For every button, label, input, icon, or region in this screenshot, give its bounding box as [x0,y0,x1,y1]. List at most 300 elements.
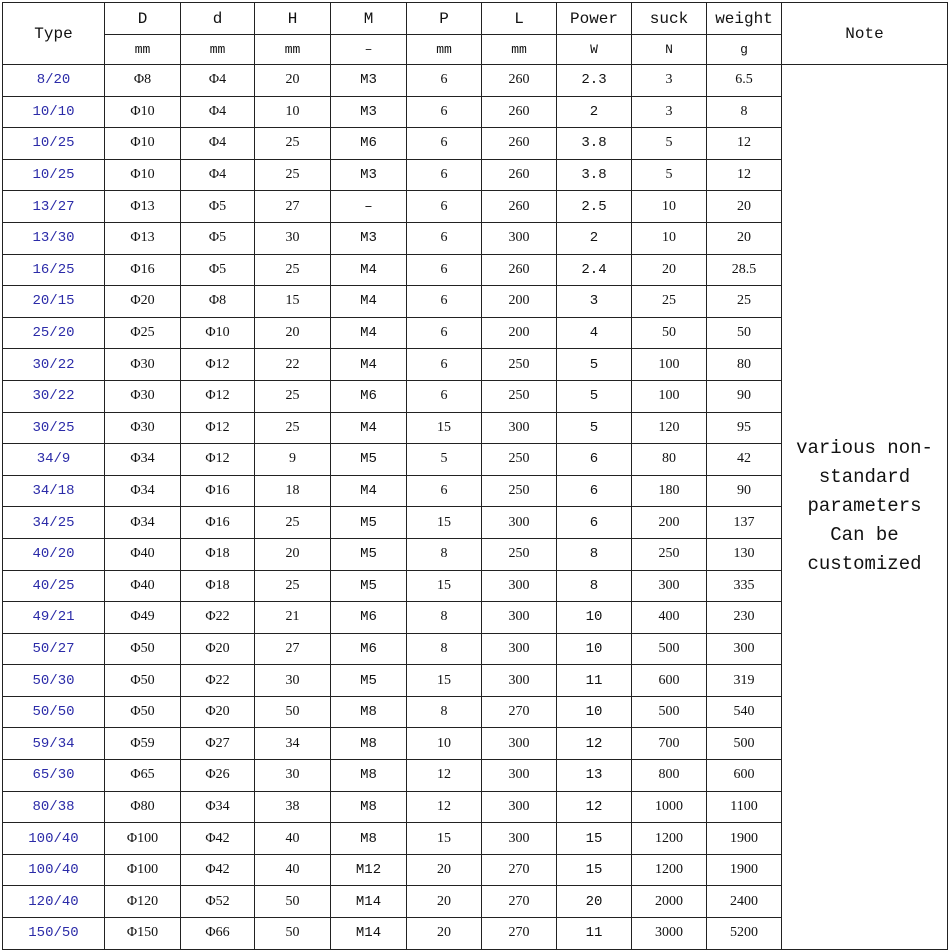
cell-l: 300 [482,633,557,665]
column-header-p: P [407,3,482,35]
cell-type: 25/20 [3,317,105,349]
column-header-h: H [255,3,331,35]
cell-p: 6 [407,128,482,160]
cell-p: 15 [407,570,482,602]
cell-h: 25 [255,128,331,160]
cell-p: 15 [407,412,482,444]
cell-d-outer: Φ50 [105,696,181,728]
cell-m: M6 [331,633,407,665]
cell-m: M3 [331,65,407,97]
cell-h: 34 [255,728,331,760]
cell-p: 6 [407,349,482,381]
cell-power: 10 [557,696,632,728]
unit-d-outer: mm [105,35,181,65]
cell-m: M6 [331,602,407,634]
cell-m: M4 [331,412,407,444]
cell-suck: 5 [632,159,707,191]
cell-h: 25 [255,380,331,412]
cell-weight: 1100 [707,791,782,823]
cell-d-outer: Φ10 [105,128,181,160]
cell-p: 8 [407,696,482,728]
cell-type: 10/25 [3,159,105,191]
cell-m: M5 [331,570,407,602]
cell-suck: 500 [632,696,707,728]
cell-d-inner: Φ16 [181,475,255,507]
cell-m: M4 [331,286,407,318]
cell-d-outer: Φ49 [105,602,181,634]
cell-d-inner: Φ22 [181,665,255,697]
cell-weight: 12 [707,128,782,160]
cell-power: 11 [557,665,632,697]
cell-weight: 137 [707,507,782,539]
cell-weight: 6.5 [707,65,782,97]
cell-d-outer: Φ100 [105,823,181,855]
cell-weight: 300 [707,633,782,665]
cell-d-outer: Φ120 [105,886,181,918]
cell-h: 25 [255,507,331,539]
cell-weight: 335 [707,570,782,602]
cell-m: M8 [331,791,407,823]
cell-power: 2.4 [557,254,632,286]
cell-h: 30 [255,665,331,697]
cell-weight: 80 [707,349,782,381]
cell-l: 200 [482,317,557,349]
cell-d-inner: Φ20 [181,633,255,665]
cell-l: 300 [482,570,557,602]
cell-m: M8 [331,728,407,760]
note-header: Note [782,3,948,65]
cell-suck: 3 [632,96,707,128]
cell-suck: 100 [632,380,707,412]
column-header-d-inner: d [181,3,255,35]
cell-weight: 50 [707,317,782,349]
cell-m: M4 [331,317,407,349]
cell-weight: 5200 [707,918,782,950]
cell-d-outer: Φ16 [105,254,181,286]
cell-l: 300 [482,791,557,823]
cell-p: 12 [407,760,482,792]
cell-d-outer: Φ40 [105,538,181,570]
cell-weight: 90 [707,475,782,507]
cell-d-inner: Φ12 [181,412,255,444]
cell-type: 34/9 [3,444,105,476]
cell-p: 6 [407,475,482,507]
cell-power: 3 [557,286,632,318]
cell-h: 38 [255,791,331,823]
cell-suck: 80 [632,444,707,476]
unit-h: mm [255,35,331,65]
cell-d-outer: Φ30 [105,349,181,381]
cell-weight: 25 [707,286,782,318]
cell-l: 250 [482,380,557,412]
cell-m: M14 [331,886,407,918]
cell-d-outer: Φ30 [105,412,181,444]
cell-d-outer: Φ40 [105,570,181,602]
cell-l: 260 [482,65,557,97]
cell-type: 30/22 [3,349,105,381]
cell-type: 49/21 [3,602,105,634]
cell-d-inner: Φ66 [181,918,255,950]
cell-p: 5 [407,444,482,476]
cell-suck: 50 [632,317,707,349]
cell-power: 5 [557,412,632,444]
cell-power: 6 [557,507,632,539]
cell-p: 6 [407,286,482,318]
cell-power: 5 [557,349,632,381]
cell-type: 30/25 [3,412,105,444]
cell-l: 300 [482,222,557,254]
cell-p: 15 [407,665,482,697]
cell-weight: 540 [707,696,782,728]
cell-weight: 20 [707,222,782,254]
cell-suck: 250 [632,538,707,570]
cell-type: 100/40 [3,854,105,886]
cell-m: – [331,191,407,223]
cell-d-inner: Φ42 [181,823,255,855]
cell-power: 20 [557,886,632,918]
cell-type: 50/27 [3,633,105,665]
cell-h: 50 [255,696,331,728]
cell-h: 15 [255,286,331,318]
cell-p: 8 [407,602,482,634]
cell-p: 8 [407,633,482,665]
cell-power: 2 [557,222,632,254]
column-header-m: M [331,3,407,35]
cell-d-outer: Φ50 [105,665,181,697]
cell-l: 300 [482,507,557,539]
cell-d-inner: Φ52 [181,886,255,918]
cell-type: 100/40 [3,823,105,855]
cell-l: 300 [482,728,557,760]
column-header-power: Power [557,3,632,35]
unit-p: mm [407,35,482,65]
cell-m: M3 [331,159,407,191]
cell-h: 20 [255,65,331,97]
cell-l: 300 [482,412,557,444]
cell-d-inner: Φ12 [181,380,255,412]
cell-p: 6 [407,191,482,223]
cell-m: M8 [331,823,407,855]
column-header-l: L [482,3,557,35]
cell-power: 2.3 [557,65,632,97]
cell-m: M6 [331,128,407,160]
cell-type: 13/30 [3,222,105,254]
cell-suck: 700 [632,728,707,760]
spec-table [2,2,948,950]
cell-power: 6 [557,475,632,507]
cell-h: 30 [255,222,331,254]
cell-power: 12 [557,791,632,823]
cell-type: 59/34 [3,728,105,760]
cell-p: 12 [407,791,482,823]
cell-h: 50 [255,886,331,918]
cell-d-inner: Φ18 [181,538,255,570]
cell-d-inner: Φ42 [181,854,255,886]
cell-type: 50/50 [3,696,105,728]
cell-d-outer: Φ59 [105,728,181,760]
cell-weight: 500 [707,728,782,760]
cell-l: 260 [482,191,557,223]
cell-d-outer: Φ30 [105,380,181,412]
cell-p: 20 [407,886,482,918]
unit-l: mm [482,35,557,65]
cell-l: 270 [482,918,557,950]
cell-d-outer: Φ34 [105,507,181,539]
cell-type: 120/40 [3,886,105,918]
cell-power: 2 [557,96,632,128]
cell-power: 8 [557,570,632,602]
cell-d-inner: Φ4 [181,65,255,97]
cell-d-inner: Φ27 [181,728,255,760]
cell-h: 9 [255,444,331,476]
cell-d-inner: Φ20 [181,696,255,728]
cell-type: 50/30 [3,665,105,697]
cell-h: 10 [255,96,331,128]
cell-m: M8 [331,696,407,728]
cell-l: 300 [482,760,557,792]
cell-suck: 3000 [632,918,707,950]
cell-p: 6 [407,222,482,254]
cell-power: 5 [557,380,632,412]
cell-power: 3.8 [557,159,632,191]
cell-d-inner: Φ4 [181,159,255,191]
cell-l: 200 [482,286,557,318]
cell-d-inner: Φ16 [181,507,255,539]
cell-l: 260 [482,128,557,160]
cell-l: 250 [482,475,557,507]
cell-h: 25 [255,570,331,602]
cell-m: M5 [331,507,407,539]
cell-m: M12 [331,854,407,886]
cell-d-inner: Φ5 [181,222,255,254]
cell-weight: 130 [707,538,782,570]
cell-h: 20 [255,317,331,349]
cell-h: 22 [255,349,331,381]
cell-d-inner: Φ8 [181,286,255,318]
cell-power: 11 [557,918,632,950]
cell-p: 8 [407,538,482,570]
cell-p: 20 [407,918,482,950]
cell-m: M3 [331,222,407,254]
cell-m: M14 [331,918,407,950]
cell-d-outer: Φ50 [105,633,181,665]
spec-table-body [3,65,948,950]
unit-m: – [331,35,407,65]
cell-type: 13/27 [3,191,105,223]
column-header-suck: suck [632,3,707,35]
cell-h: 25 [255,412,331,444]
cell-l: 300 [482,602,557,634]
cell-type: 34/18 [3,475,105,507]
cell-d-outer: Φ150 [105,918,181,950]
cell-suck: 180 [632,475,707,507]
cell-d-inner: Φ10 [181,317,255,349]
cell-d-inner: Φ26 [181,760,255,792]
header-row-names [3,3,948,35]
cell-m: M4 [331,349,407,381]
cell-type: 10/10 [3,96,105,128]
cell-power: 8 [557,538,632,570]
cell-d-outer: Φ34 [105,475,181,507]
cell-l: 250 [482,538,557,570]
unit-d-inner: mm [181,35,255,65]
cell-m: M6 [331,380,407,412]
cell-h: 20 [255,538,331,570]
cell-l: 260 [482,254,557,286]
cell-m: M5 [331,665,407,697]
cell-m: M5 [331,444,407,476]
cell-d-outer: Φ10 [105,159,181,191]
cell-d-outer: Φ80 [105,791,181,823]
unit-weight: g [707,35,782,65]
cell-m: M4 [331,254,407,286]
cell-d-outer: Φ13 [105,222,181,254]
cell-d-inner: Φ4 [181,96,255,128]
cell-weight: 2400 [707,886,782,918]
cell-p: 6 [407,380,482,412]
cell-d-outer: Φ20 [105,286,181,318]
cell-d-outer: Φ8 [105,65,181,97]
cell-p: 15 [407,507,482,539]
cell-type: 16/25 [3,254,105,286]
cell-d-inner: Φ34 [181,791,255,823]
cell-h: 18 [255,475,331,507]
cell-l: 250 [482,444,557,476]
cell-l: 270 [482,696,557,728]
cell-d-inner: Φ4 [181,128,255,160]
cell-p: 10 [407,728,482,760]
cell-d-outer: Φ25 [105,317,181,349]
cell-suck: 500 [632,633,707,665]
cell-weight: 8 [707,96,782,128]
cell-h: 30 [255,760,331,792]
cell-suck: 120 [632,412,707,444]
cell-l: 250 [482,349,557,381]
cell-m: M3 [331,96,407,128]
cell-p: 6 [407,254,482,286]
cell-suck: 300 [632,570,707,602]
cell-type: 150/50 [3,918,105,950]
type-header: Type [3,3,105,65]
cell-type: 10/25 [3,128,105,160]
cell-d-outer: Φ13 [105,191,181,223]
cell-d-inner: Φ5 [181,191,255,223]
cell-d-outer: Φ34 [105,444,181,476]
cell-power: 4 [557,317,632,349]
cell-m: M4 [331,475,407,507]
cell-d-outer: Φ100 [105,854,181,886]
cell-l: 300 [482,665,557,697]
cell-power: 10 [557,633,632,665]
cell-d-outer: Φ10 [105,96,181,128]
table-row [3,65,948,97]
cell-suck: 10 [632,222,707,254]
cell-type: 34/25 [3,507,105,539]
cell-m: M5 [331,538,407,570]
cell-type: 40/25 [3,570,105,602]
cell-weight: 90 [707,380,782,412]
cell-d-inner: Φ12 [181,444,255,476]
cell-power: 15 [557,823,632,855]
cell-suck: 800 [632,760,707,792]
cell-h: 50 [255,918,331,950]
cell-m: M8 [331,760,407,792]
cell-p: 6 [407,317,482,349]
cell-p: 15 [407,823,482,855]
cell-power: 13 [557,760,632,792]
cell-power: 15 [557,854,632,886]
cell-power: 2.5 [557,191,632,223]
cell-h: 40 [255,854,331,886]
cell-type: 8/20 [3,65,105,97]
cell-p: 6 [407,159,482,191]
cell-suck: 20 [632,254,707,286]
cell-p: 20 [407,854,482,886]
note-cell: various non-standard parameters Can be customized [782,65,948,950]
cell-type: 65/30 [3,760,105,792]
cell-d-inner: Φ22 [181,602,255,634]
cell-suck: 2000 [632,886,707,918]
cell-weight: 600 [707,760,782,792]
cell-suck: 1000 [632,791,707,823]
cell-weight: 42 [707,444,782,476]
cell-l: 260 [482,96,557,128]
cell-h: 25 [255,254,331,286]
cell-h: 21 [255,602,331,634]
cell-suck: 1200 [632,823,707,855]
cell-suck: 3 [632,65,707,97]
cell-l: 270 [482,886,557,918]
cell-d-outer: Φ65 [105,760,181,792]
cell-weight: 230 [707,602,782,634]
cell-suck: 600 [632,665,707,697]
cell-d-inner: Φ12 [181,349,255,381]
cell-weight: 1900 [707,854,782,886]
cell-suck: 200 [632,507,707,539]
cell-l: 260 [482,159,557,191]
unit-suck: N [632,35,707,65]
cell-weight: 20 [707,191,782,223]
column-header-d-outer: D [105,3,181,35]
cell-power: 3.8 [557,128,632,160]
cell-type: 20/15 [3,286,105,318]
cell-weight: 1900 [707,823,782,855]
cell-h: 25 [255,159,331,191]
cell-weight: 319 [707,665,782,697]
cell-h: 27 [255,633,331,665]
cell-power: 10 [557,602,632,634]
cell-l: 300 [482,823,557,855]
cell-power: 12 [557,728,632,760]
column-header-weight: weight [707,3,782,35]
cell-suck: 100 [632,349,707,381]
cell-p: 6 [407,65,482,97]
cell-weight: 28.5 [707,254,782,286]
cell-type: 40/20 [3,538,105,570]
cell-h: 27 [255,191,331,223]
cell-p: 6 [407,96,482,128]
cell-type: 80/38 [3,791,105,823]
cell-l: 270 [482,854,557,886]
cell-suck: 400 [632,602,707,634]
cell-weight: 12 [707,159,782,191]
cell-d-inner: Φ5 [181,254,255,286]
cell-weight: 95 [707,412,782,444]
cell-power: 6 [557,444,632,476]
cell-suck: 10 [632,191,707,223]
cell-suck: 25 [632,286,707,318]
cell-suck: 5 [632,128,707,160]
